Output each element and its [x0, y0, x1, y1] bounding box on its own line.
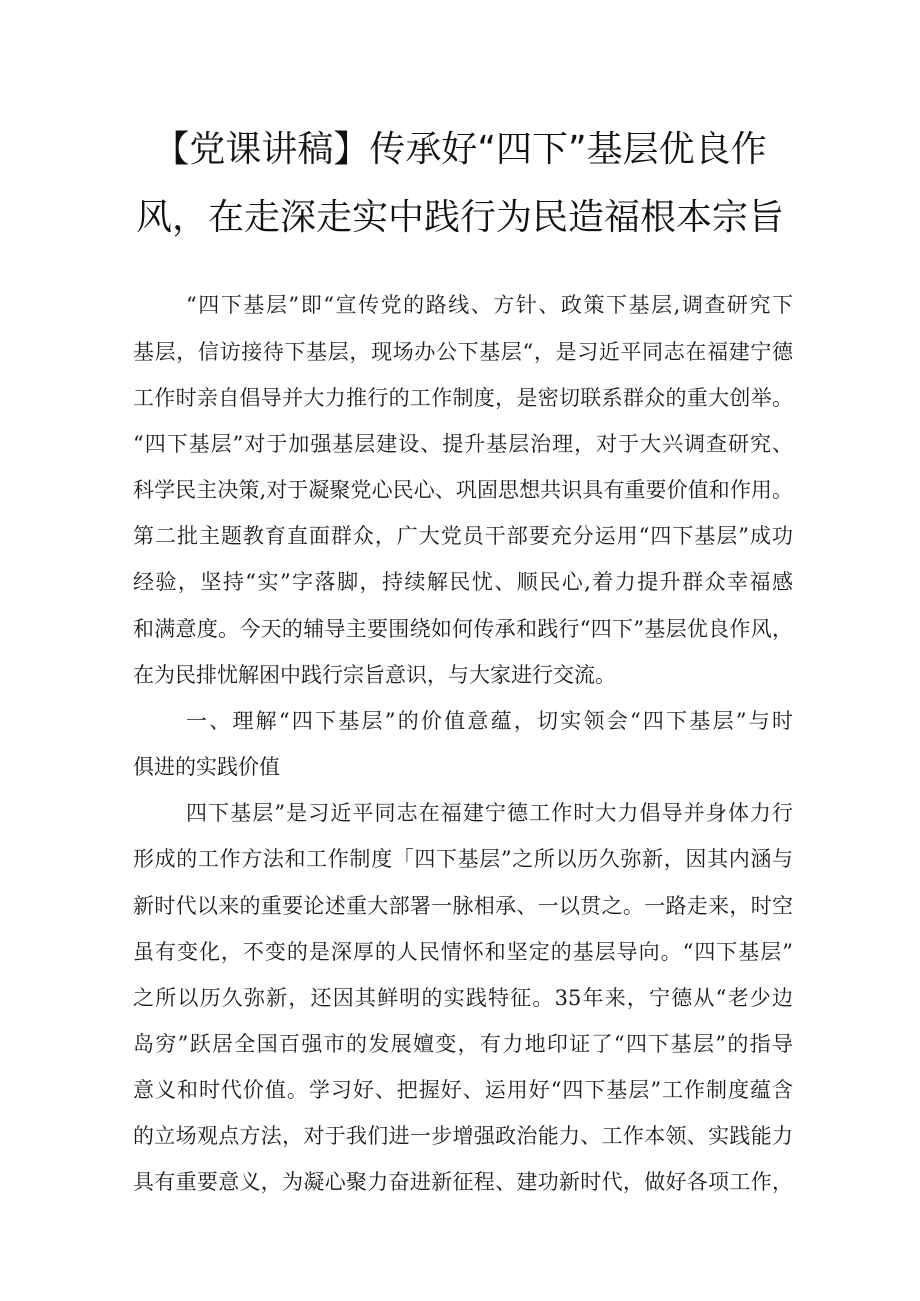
- paragraph-3-line: 新时代以来的重要论述重大部署一脉相承、一以贯之。一路走来，时空: [133, 894, 793, 918]
- paragraph-3-line: 虽有变化，不变的是深厚的人民情怀和坚定的基层导向。“四下基层”: [133, 940, 793, 964]
- paragraph-1-line: 在为民排忧解困中践行宗旨意识，与大家进行交流。: [133, 663, 616, 687]
- paragraph-3-line: 四下基层”是习近平同志在福建宁德工作时大力倡导并身体力行: [186, 801, 793, 825]
- paragraph-1-line: 基层，信访接待下基层，现场办公下基层“，是习近平同志在福建宁德: [133, 340, 793, 364]
- paragraph-3-line: 之所以历久弥新，还因其鲜明的实践特征。35年来，宁德从“老少边: [133, 986, 793, 1010]
- paragraph-1-line: “四下基层”对于加强基层建设、提升基层治理，对于大兴调查研究、: [133, 432, 793, 456]
- paragraph-3-line: 岛穷”跃居全国百强市的发展嬗变，有力地印证了“四下基层”的指导: [133, 1032, 793, 1056]
- paragraph-1-line: 和满意度。今天的辅导主要围绕如何传承和践行“四下”基层优良作风，: [133, 617, 793, 641]
- paragraph-3-line: 意义和时代价值。学习好、把握好、运用好“四下基层”工作制度蕴含: [133, 1078, 793, 1102]
- document-title-line-2: 风，在走深走实中践行为民造福根本宗旨: [135, 197, 784, 238]
- document-title-line-1: 【党课讲稿】传承好“四下”基层优良作: [153, 129, 767, 170]
- paragraph-1-line: 经验，坚持“实”字落脚，持续解民忧、顺民心,着力提升群众幸福感: [133, 570, 793, 594]
- paragraph-1-line: “四下基层”即“宣传党的路线、方针、政策下基层,调查研究下: [186, 293, 793, 317]
- section-heading-line: 俱进的实践价值: [133, 755, 280, 779]
- paragraph-3-line: 形成的工作方法和工作制度「四下基层”之所以历久弥新，因其内涵与: [133, 847, 793, 871]
- paragraph-1-line: 工作时亲自倡导并大力推行的工作制度，是密切联系群众的重大创举。: [133, 386, 793, 410]
- paragraph-1-line: 科学民主决策,对于凝聚党心民心、巩固思想共识具有重要价值和作用。: [133, 478, 793, 502]
- paragraph-3-line: 具有重要意义，为凝心聚力奋进新征程、建功新时代，做好各项工作，: [133, 1170, 793, 1194]
- section-heading-line: 一、理解“四下基层”的价值意蕴，切实领会“四下基层”与时: [186, 709, 793, 733]
- paragraph-1-line: 第二批主题教育直面群众，广大党员干部要充分运用“四下基层”成功: [133, 524, 793, 548]
- paragraph-3-line: 的立场观点方法，对于我们进一步增强政治能力、工作本领、实践能力: [133, 1124, 793, 1148]
